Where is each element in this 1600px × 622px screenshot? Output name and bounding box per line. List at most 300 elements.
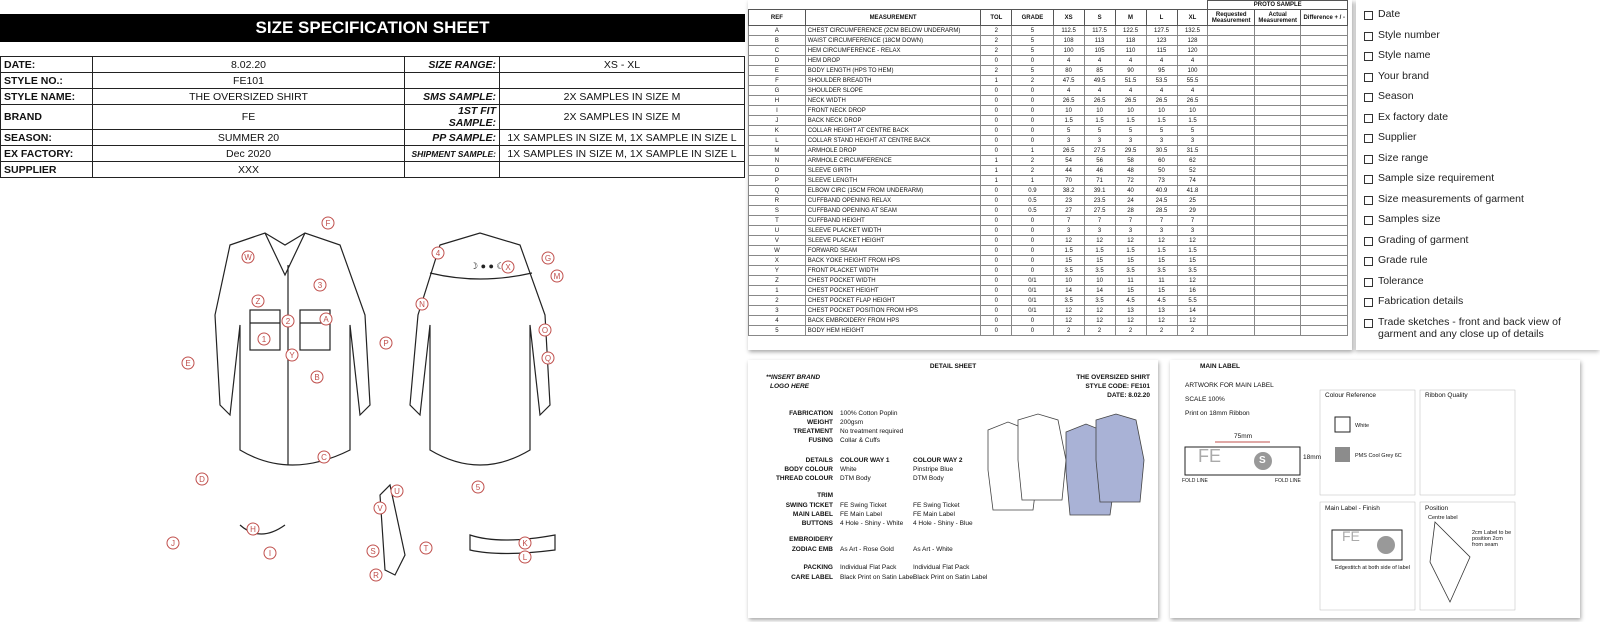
proto-cell[interactable] [1301, 136, 1348, 146]
proto-cell[interactable] [1208, 236, 1254, 246]
garment-sketches [160, 205, 590, 600]
spec-key-2: SIZE RANGE: [405, 57, 500, 73]
size-cell: 15 [1146, 286, 1177, 296]
size-cell: 132.5 [1177, 26, 1208, 36]
checklist-label: Date [1378, 8, 1401, 20]
size-cell: 3 [1053, 136, 1084, 146]
size-col-header: Difference + / - [1301, 10, 1348, 26]
proto-cell[interactable] [1254, 156, 1300, 166]
checklist-item[interactable] [1364, 213, 1600, 234]
proto-cell[interactable] [1301, 236, 1348, 246]
size-cell: 26.5 [1053, 146, 1084, 156]
proto-cell[interactable] [1254, 196, 1300, 206]
size-cell: 1.5 [1115, 246, 1146, 256]
proto-cell[interactable] [1208, 326, 1254, 336]
checkbox-icon[interactable] [1364, 114, 1373, 123]
size-cell: 85 [1084, 66, 1115, 76]
checklist-label: Season [1378, 90, 1414, 102]
size-cell: ARMHOLE DROP [805, 146, 981, 156]
size-cell: 2 [1053, 326, 1084, 336]
proto-cell[interactable] [1301, 326, 1348, 336]
size-cell: BACK EMBROIDERY FROM HPS [805, 316, 981, 326]
checklist-item[interactable] [1364, 234, 1600, 255]
size-cell: 5 [1012, 66, 1053, 76]
spec-row [1, 105, 745, 130]
checkbox-icon[interactable] [1364, 155, 1373, 164]
proto-cell[interactable] [1208, 56, 1254, 66]
measure-marker-label: B [314, 373, 320, 382]
proto-cell[interactable] [1301, 316, 1348, 326]
size-cell: 0 [1012, 236, 1053, 246]
size-cell: CHEST CIRCUMFERENCE (2CM BELOW UNDERARM) [805, 26, 981, 36]
spec-key: DATE: [1, 57, 93, 73]
size-cell: 38.2 [1053, 186, 1084, 196]
proto-cell[interactable] [1208, 216, 1254, 226]
size-cell: 5 [1084, 126, 1115, 136]
proto-cell[interactable] [1208, 296, 1254, 306]
fold-left: FOLD LINE [1182, 478, 1208, 484]
checklist-label: Your brand [1378, 69, 1429, 82]
print-on-text: Print on 18mm Ribbon [1185, 410, 1250, 417]
measure-marker-label: P [383, 339, 389, 348]
proto-cell[interactable] [1208, 286, 1254, 296]
checklist-item[interactable] [1364, 90, 1600, 111]
measure-marker-label: N [419, 300, 425, 309]
size-cell: 2 [1115, 326, 1146, 336]
size-cell: 4 [1177, 56, 1208, 66]
detail-value-1: Collar & Cuffs [840, 437, 880, 444]
proto-cell[interactable] [1208, 66, 1254, 76]
size-cell: 1.5 [1146, 116, 1177, 126]
colourway-1-header: COLOUR WAY 1 [840, 457, 890, 464]
size-cell: 11 [1146, 276, 1177, 286]
proto-cell[interactable] [1208, 246, 1254, 256]
size-cell: W [749, 246, 806, 256]
proto-cell[interactable] [1301, 86, 1348, 96]
size-table-panel [748, 0, 1352, 350]
size-cell: 2 [1012, 76, 1053, 86]
checklist-label: Style name [1378, 49, 1431, 61]
size-cell: 90 [1115, 66, 1146, 76]
size-cell: 3 [1115, 226, 1146, 236]
proto-cell[interactable] [1208, 96, 1254, 106]
checkbox-icon[interactable] [1364, 216, 1373, 225]
size-cell: 15 [1084, 256, 1115, 266]
size-cell: 0 [981, 106, 1012, 116]
proto-cell[interactable] [1301, 256, 1348, 266]
proto-cell[interactable] [1208, 36, 1254, 46]
proto-cell[interactable] [1301, 276, 1348, 286]
proto-cell[interactable] [1301, 296, 1348, 306]
proto-cell[interactable] [1254, 276, 1300, 286]
size-col-header: M [1115, 10, 1146, 26]
proto-cell[interactable] [1208, 276, 1254, 286]
size-cell: 12 [1084, 306, 1115, 316]
detail-value-2: DTM Body [913, 475, 944, 482]
proto-cell[interactable] [1254, 186, 1300, 196]
proto-cell[interactable] [1254, 56, 1300, 66]
size-cell: 14 [1053, 286, 1084, 296]
proto-cell[interactable] [1208, 76, 1254, 86]
checkbox-icon[interactable] [1364, 319, 1373, 328]
proto-cell[interactable] [1208, 166, 1254, 176]
size-cell: M [749, 146, 806, 156]
proto-cell[interactable] [1254, 256, 1300, 266]
size-cell: 4.5 [1146, 296, 1177, 306]
spec-key: EX FACTORY: [1, 146, 93, 162]
size-cell: Q [749, 186, 806, 196]
size-cell: 118 [1115, 36, 1146, 46]
detail-value-1: Black Print on Satin Label [840, 574, 915, 581]
size-cell: SLEEVE PLACKET HEIGHT [805, 236, 981, 246]
checkbox-icon[interactable] [1364, 32, 1373, 41]
size-cell: 2 [1146, 326, 1177, 336]
size-cell: 47.5 [1053, 76, 1084, 86]
size-cell: J [749, 116, 806, 126]
white-swatch-label: White [1355, 423, 1370, 429]
size-cell: 100 [1177, 66, 1208, 76]
proto-cell[interactable] [1301, 26, 1348, 36]
measure-marker-label: V [377, 504, 383, 513]
proto-cell[interactable] [1301, 246, 1348, 256]
proto-cell[interactable] [1301, 196, 1348, 206]
proto-cell[interactable] [1254, 226, 1300, 236]
checkbox-icon[interactable] [1364, 134, 1373, 143]
proto-cell[interactable] [1254, 286, 1300, 296]
detail-value-1: As Art - Rose Gold [840, 546, 894, 553]
size-cell: 0 [1012, 216, 1053, 226]
proto-cell[interactable] [1254, 46, 1300, 56]
proto-cell[interactable] [1301, 46, 1348, 56]
proto-cell[interactable] [1301, 266, 1348, 276]
centre-label-text: Centre label [1428, 515, 1458, 521]
proto-cell[interactable] [1301, 226, 1348, 236]
proto-cell[interactable] [1254, 236, 1300, 246]
size-cell: 0/1 [1012, 296, 1053, 306]
size-cell: 80 [1053, 66, 1084, 76]
label-brand-text: FE [1198, 446, 1222, 466]
size-cell: 3.5 [1115, 266, 1146, 276]
detail-label: TREATMENT [793, 428, 833, 435]
proto-cell[interactable] [1301, 76, 1348, 86]
size-row [749, 296, 1348, 306]
checklist-item[interactable] [1364, 275, 1600, 296]
size-cell: BACK YOKE HEIGHT FROM HPS [805, 256, 981, 266]
size-cell: 3.5 [1146, 266, 1177, 276]
spec-key-2 [405, 162, 500, 178]
checklist-label: Sample size requirement [1378, 172, 1495, 184]
checklist-item[interactable] [1364, 131, 1600, 152]
proto-cell[interactable] [1208, 126, 1254, 136]
proto-cell[interactable] [1301, 56, 1348, 66]
proto-cell[interactable] [1254, 146, 1300, 156]
detail-date: DATE: 8.02.20 [1107, 392, 1150, 399]
proto-cell[interactable] [1254, 326, 1300, 336]
proto-cell[interactable] [1254, 316, 1300, 326]
spec-key: STYLE NAME: [1, 89, 93, 105]
size-cell: 5 [1146, 126, 1177, 136]
size-cell: 1.5 [1177, 116, 1208, 126]
proto-cell[interactable] [1301, 116, 1348, 126]
size-cell: 3 [749, 306, 806, 316]
proto-cell[interactable] [1208, 46, 1254, 56]
size-cell: 4 [1146, 86, 1177, 96]
spec-key: STYLE NO.: [1, 73, 93, 89]
size-cell: 3 [1146, 226, 1177, 236]
checkbox-icon[interactable] [1364, 175, 1373, 184]
spec-value-2 [500, 73, 745, 89]
checklist-item[interactable] [1364, 8, 1600, 29]
size-cell: 100 [1053, 46, 1084, 56]
checklist-item[interactable] [1364, 111, 1600, 132]
proto-cell[interactable] [1208, 196, 1254, 206]
checklist-item[interactable] [1364, 152, 1600, 173]
size-cell: 51.5 [1115, 76, 1146, 86]
proto-cell[interactable] [1301, 106, 1348, 116]
proto-cell[interactable] [1208, 206, 1254, 216]
spec-value: Dec 2020 [93, 146, 405, 162]
size-cell: 4 [1115, 86, 1146, 96]
detail-value-1: White [840, 466, 857, 473]
spec-value-2: 2X SAMPLES IN SIZE M [500, 89, 745, 105]
size-cell: 1 [749, 286, 806, 296]
checklist-label: Grading of garment [1378, 233, 1469, 246]
size-cell: 0 [981, 146, 1012, 156]
size-cell: 12 [1053, 316, 1084, 326]
size-row [749, 96, 1348, 106]
proto-cell[interactable] [1254, 166, 1300, 176]
spec-row [1, 162, 745, 178]
proto-cell[interactable] [1254, 116, 1300, 126]
size-cell: 0.5 [1012, 206, 1053, 216]
size-cell: 12 [1084, 316, 1115, 326]
proto-cell[interactable] [1208, 306, 1254, 316]
scale-text: SCALE 100% [1185, 396, 1225, 403]
detail-shirt-sketches [978, 410, 1148, 525]
checkbox-icon[interactable] [1364, 237, 1373, 246]
proto-cell[interactable] [1301, 166, 1348, 176]
checklist-item[interactable] [1364, 70, 1600, 91]
size-cell: 13 [1115, 306, 1146, 316]
svg-text:☽ ● ● ☾: ☽ ● ● ☾ [470, 261, 505, 271]
checkbox-icon[interactable] [1364, 52, 1373, 61]
size-cell: 0 [1012, 136, 1053, 146]
proto-cell[interactable] [1254, 36, 1300, 46]
size-cell: 2 [1012, 166, 1053, 176]
size-cell: 15 [1177, 256, 1208, 266]
checkbox-icon[interactable] [1364, 196, 1373, 205]
size-cell: 110 [1115, 46, 1146, 56]
size-cell: 28.5 [1146, 206, 1177, 216]
checklist-item[interactable] [1364, 193, 1600, 214]
detail-label: PACKING [803, 564, 833, 571]
size-cell: 0 [981, 136, 1012, 146]
proto-cell[interactable] [1208, 266, 1254, 276]
proto-cell[interactable] [1301, 126, 1348, 136]
size-col-header: GRADE [1012, 10, 1053, 26]
proto-cell[interactable] [1301, 176, 1348, 186]
proto-cell[interactable] [1208, 316, 1254, 326]
checkbox-icon[interactable] [1364, 278, 1373, 287]
detail-value-2: As Art - White [913, 546, 953, 553]
checkbox-icon[interactable] [1364, 93, 1373, 102]
proto-cell[interactable] [1208, 156, 1254, 166]
size-col-header: Actual Measurement [1254, 10, 1300, 26]
size-cell: 1.5 [1084, 116, 1115, 126]
proto-cell[interactable] [1208, 26, 1254, 36]
checklist-item[interactable] [1364, 172, 1600, 193]
size-row [749, 196, 1348, 206]
detail-value-1: 200gsm [840, 419, 864, 426]
size-cell: 70 [1053, 176, 1084, 186]
size-cell: P [749, 176, 806, 186]
proto-cell[interactable] [1208, 146, 1254, 156]
proto-cell[interactable] [1208, 256, 1254, 266]
spec-row [1, 57, 745, 73]
proto-cell[interactable] [1208, 116, 1254, 126]
size-cell: 127.5 [1146, 26, 1177, 36]
proto-cell[interactable] [1301, 286, 1348, 296]
proto-cell[interactable] [1254, 246, 1300, 256]
size-cell: 3 [1177, 136, 1208, 146]
size-cell: 27 [1053, 206, 1084, 216]
size-cell: 0 [1012, 106, 1053, 116]
size-cell: CHEST POCKET WIDTH [805, 276, 981, 286]
size-cell: 12 [1084, 236, 1115, 246]
checkbox-icon[interactable] [1364, 298, 1373, 307]
proto-cell[interactable] [1301, 216, 1348, 226]
size-cell: 117.5 [1084, 26, 1115, 36]
proto-cell[interactable] [1301, 186, 1348, 196]
detail-sheet [748, 360, 1158, 618]
checklist-item[interactable] [1364, 254, 1600, 275]
size-cell: 0 [981, 256, 1012, 266]
size-row [749, 206, 1348, 216]
size-cell: 0 [1012, 246, 1053, 256]
checklist-item[interactable] [1364, 49, 1600, 70]
proto-cell[interactable] [1208, 176, 1254, 186]
size-cell: 41.8 [1177, 186, 1208, 196]
size-cell: CHEST POCKET FLAP HEIGHT [805, 296, 981, 306]
size-cell: 5.5 [1177, 296, 1208, 306]
proto-cell[interactable] [1301, 156, 1348, 166]
checklist-item[interactable] [1364, 29, 1600, 50]
proto-cell[interactable] [1254, 306, 1300, 316]
measure-marker-label: M [553, 272, 561, 281]
proto-cell[interactable] [1301, 146, 1348, 156]
measure-marker-label: E [185, 359, 191, 368]
proto-cell[interactable] [1301, 36, 1348, 46]
width-dim: 75mm [1234, 433, 1253, 440]
size-cell: NECK WIDTH [805, 96, 981, 106]
proto-cell[interactable] [1208, 136, 1254, 146]
brand-placeholder: **INSERT BRAND [766, 374, 821, 381]
checklist-item[interactable] [1364, 295, 1600, 316]
proto-cell[interactable] [1301, 206, 1348, 216]
proto-cell[interactable] [1254, 216, 1300, 226]
proto-cell[interactable] [1254, 176, 1300, 186]
size-cell: 4 [1115, 56, 1146, 66]
proto-cell[interactable] [1208, 86, 1254, 96]
size-cell: 2 [981, 26, 1012, 36]
proto-cell[interactable] [1254, 206, 1300, 216]
size-cell: 113 [1084, 36, 1115, 46]
proto-cell[interactable] [1254, 136, 1300, 146]
proto-cell[interactable] [1254, 86, 1300, 96]
checkbox-icon[interactable] [1364, 11, 1373, 20]
size-cell: 0 [981, 96, 1012, 106]
proto-cell[interactable] [1254, 66, 1300, 76]
size-cell: 56 [1084, 156, 1115, 166]
proto-cell[interactable] [1254, 296, 1300, 306]
size-cell: 0 [981, 86, 1012, 96]
trim-header: TRIM [817, 492, 833, 499]
proto-cell[interactable] [1208, 106, 1254, 116]
spec-row [1, 146, 745, 162]
detail-value-1: FE Swing Ticket [840, 502, 887, 509]
size-row [749, 276, 1348, 286]
proto-cell[interactable] [1208, 186, 1254, 196]
size-col-header: S [1084, 10, 1115, 26]
proto-cell[interactable] [1254, 96, 1300, 106]
main-label-artwork [1170, 372, 1580, 618]
proto-cell[interactable] [1301, 306, 1348, 316]
size-cell: 53.5 [1146, 76, 1177, 86]
measure-marker-label: 3 [317, 281, 323, 290]
spec-value-2 [500, 162, 745, 178]
size-cell: 7 [1053, 216, 1084, 226]
proto-cell[interactable] [1301, 96, 1348, 106]
size-cell: 0 [1012, 326, 1053, 336]
size-cell: 10 [1084, 276, 1115, 286]
size-col-header: TOL [981, 10, 1012, 26]
proto-cell[interactable] [1254, 266, 1300, 276]
label-finish: Main Label - Finish [1325, 505, 1380, 512]
size-row [749, 66, 1348, 76]
size-cell: 0 [981, 236, 1012, 246]
checklist-panel [1356, 0, 1600, 350]
checklist-label: Ex factory date [1378, 110, 1449, 123]
size-cell: 0 [981, 216, 1012, 226]
proto-cell[interactable] [1254, 106, 1300, 116]
proto-cell[interactable] [1208, 226, 1254, 236]
proto-cell[interactable] [1254, 26, 1300, 36]
size-cell: 0 [1012, 56, 1053, 66]
detail-value-2: 4 Hole - Shiny - Blue [913, 520, 973, 527]
detail-style-code: STYLE CODE: FE101 [1085, 383, 1150, 390]
checkbox-icon[interactable] [1364, 73, 1373, 82]
size-cell: 27.5 [1084, 146, 1115, 156]
size-cell: 4 [1084, 86, 1115, 96]
size-cell: F [749, 76, 806, 86]
size-cell: K [749, 126, 806, 136]
size-cell: 25 [1177, 196, 1208, 206]
checkbox-icon[interactable] [1364, 257, 1373, 266]
size-cell: 2 [1177, 326, 1208, 336]
size-cell: 95 [1146, 66, 1177, 76]
measure-marker-label: Z [255, 297, 261, 306]
size-cell: 0 [1012, 126, 1053, 136]
proto-cell[interactable] [1254, 126, 1300, 136]
size-cell: 1 [1012, 146, 1053, 156]
size-cell: 1 [981, 176, 1012, 186]
proto-cell[interactable] [1301, 66, 1348, 76]
checklist-item[interactable] [1364, 315, 1600, 340]
embroidery-header: EMBROIDERY [789, 536, 833, 543]
checklist-label: Grade rule [1378, 254, 1428, 266]
proto-cell[interactable] [1254, 76, 1300, 86]
measure-marker-label: X [505, 263, 511, 272]
